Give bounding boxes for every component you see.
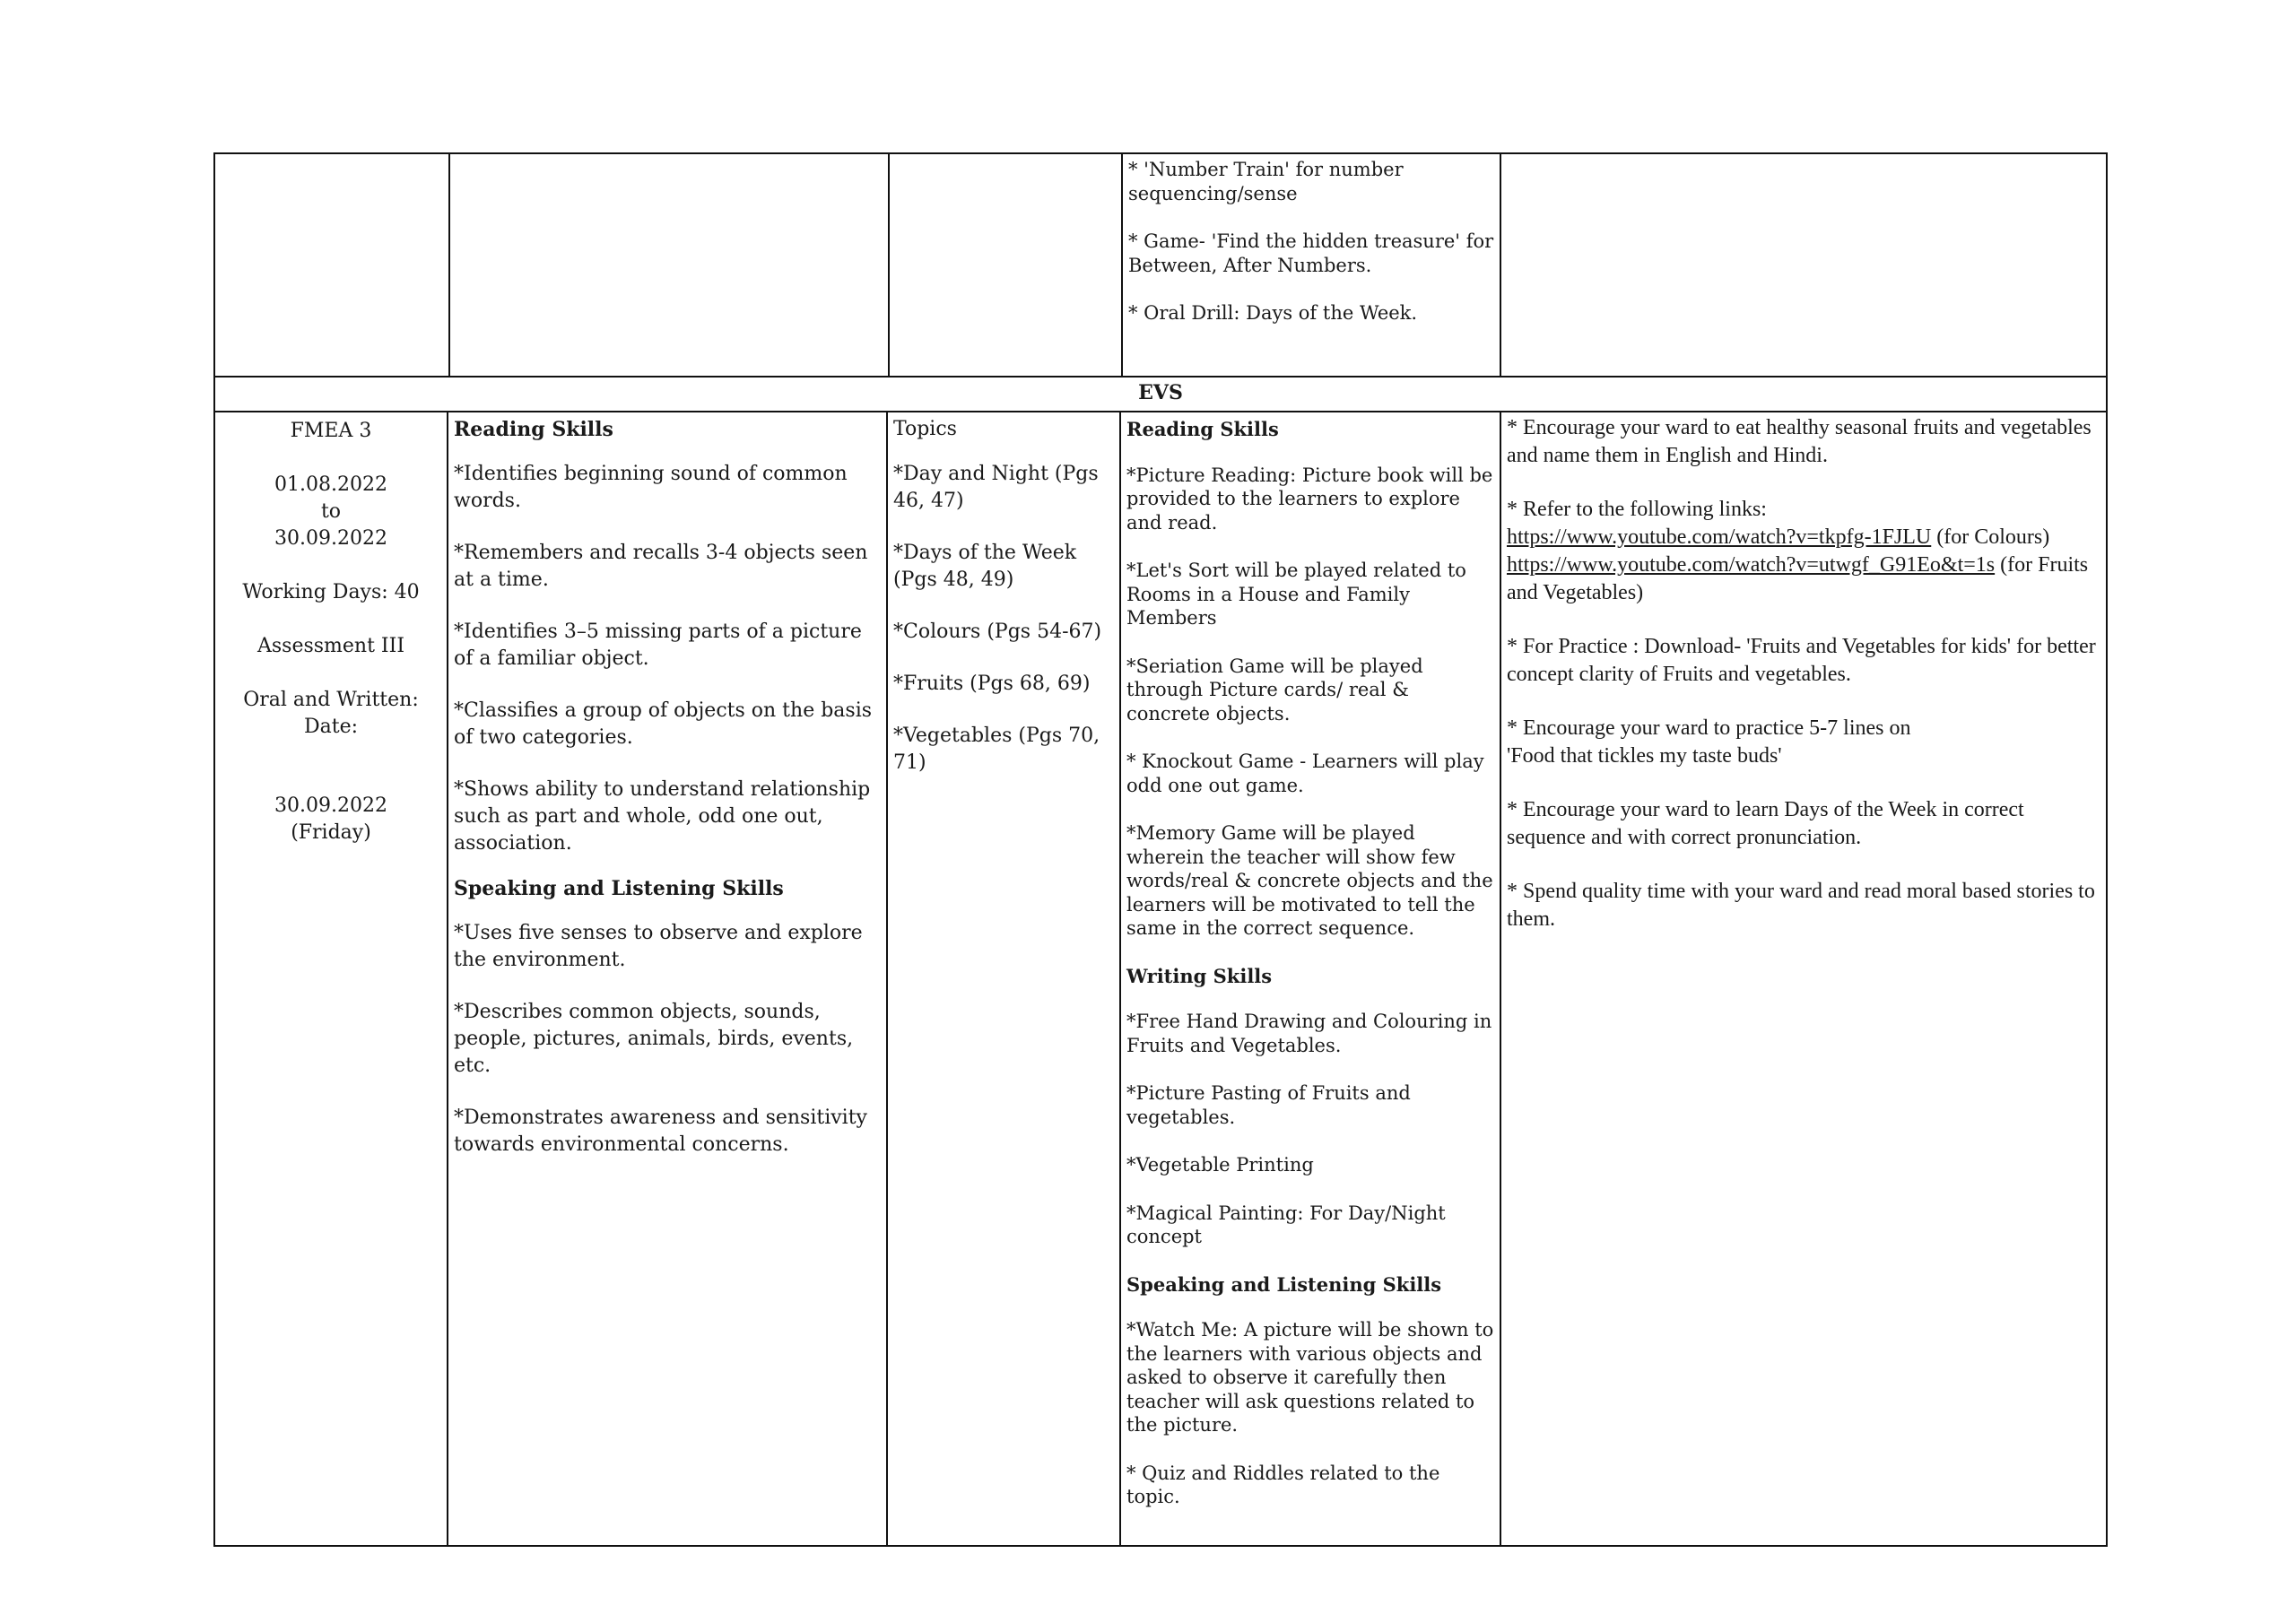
outcome-item: *Identifies 3–5 missing parts of a picture of a familiar object. <box>454 621 862 670</box>
section-title-evs <box>213 376 2108 412</box>
end-date: 30.09.2022 <box>274 527 387 550</box>
activities-cell <box>1119 411 1501 1547</box>
activities-speaking-heading: Speaking and Listening Skills <box>1126 1272 1442 1296</box>
activity-item: *Watch Me: A picture will be shown to the learners with various objects and asked to observe it carefully then teacher will ask questions related to the picture. <box>1126 1319 1494 1436</box>
date-label: Date: <box>303 716 359 738</box>
exam-day: (Friday) <box>291 821 371 844</box>
speaking-skills-heading: Speaking and Listening Skills <box>454 877 784 900</box>
topic-item: *Vegetables (Pgs 70, 71) <box>893 725 1100 774</box>
top-row-cell-1 <box>213 152 450 378</box>
parent-note: * For Practice : Download- 'Fruits and Vegetables for kids' for better concept clarity of Fruits and vegetables. <box>1507 635 2096 686</box>
term-label: FMEA 3 <box>290 420 372 442</box>
parent-note-line: 'Food that tickles my taste buds' <box>1507 744 1782 768</box>
parent-notes-cell <box>1500 411 2108 1547</box>
activity-item: *Memory Game will be played wherein the teacher will show few words/real & concrete objects and the learners will be motivated to tell the same in the correct sequence. <box>1126 822 1493 939</box>
activities-writing-heading: Writing Skills <box>1126 964 1273 987</box>
topic-item: *Colours (Pgs 54-67) <box>893 621 1102 643</box>
syllabus-table <box>213 152 2108 1547</box>
activity-item: *Vegetable Printing <box>1126 1154 1314 1176</box>
link-caption: (for Colours) <box>1931 525 2050 549</box>
activity-item: *Let's Sort will be played related to Rooms in a House and Family Members <box>1126 560 1466 629</box>
link-caption: (for Fruits and Vegetables) <box>1507 553 2089 604</box>
start-date: 01.08.2022 <box>274 473 387 496</box>
topics-heading: Topics <box>893 418 957 440</box>
top-row-cell-3 <box>888 152 1123 378</box>
learning-outcomes-cell <box>447 411 888 1547</box>
activity-item: *Free Hand Drawing and Colouring in Fruits and Vegetables. <box>1126 1011 1492 1056</box>
outcome-item: *Describes common objects, sounds, people, pictures, animals, birds, events, etc. <box>454 1001 854 1077</box>
parent-note-line: * Encourage your ward to practice 5-7 lines on <box>1507 716 1911 740</box>
activity-item: *Seriation Game will be played through Picture cards/ real & concrete objects. <box>1126 655 1423 725</box>
working-days: Working Days: 40 <box>242 581 420 603</box>
schedule-cell <box>213 411 448 1547</box>
activity-item: * Quiz and Riddles related to the topic. <box>1126 1462 1440 1507</box>
youtube-link-fruits-vegetables[interactable]: https://www.youtube.com/watch?v=utwgf_G91Eo&t=1s <box>1507 553 1996 577</box>
activity-item: *Magical Painting: For Day/Night concept <box>1126 1202 1446 1247</box>
top-row-cell-2 <box>448 152 890 378</box>
activity-item: * Oral Drill: Days of the Week. <box>1128 302 1418 324</box>
outcome-item: *Remembers and recalls 3-4 objects seen at a time. <box>454 542 868 591</box>
parent-note <box>1507 715 2100 770</box>
outcome-item: *Uses five senses to observe and explore the environment. <box>454 922 863 971</box>
topic-item: *Fruits (Pgs 68, 69) <box>893 673 1091 695</box>
outcome-item: *Shows ability to understand relationship such as part and whole, odd one out, association. <box>454 778 871 855</box>
top-row-activities <box>1121 152 1501 378</box>
top-row-cell-5 <box>1500 152 2108 378</box>
parent-note: * Spend quality time with your ward and read moral based stories to them. <box>1507 880 2095 931</box>
oral-written-label: Oral and Written: <box>243 689 419 711</box>
topics-cell <box>886 411 1121 1547</box>
parent-note: * Encourage your ward to learn Days of the Week in correct sequence and with correct pronunciation. <box>1507 798 2024 849</box>
youtube-link-colours[interactable]: https://www.youtube.com/watch?v=tkpfg-1FJLU <box>1507 525 1932 549</box>
assessment-label: Assessment III <box>257 635 405 657</box>
reading-skills-heading: Reading Skills <box>454 418 613 441</box>
activity-item: *Picture Pasting of Fruits and vegetables. <box>1126 1082 1411 1128</box>
parent-note: * Encourage your ward to eat healthy seasonal fruits and vegetables and name them in English and Hindi. <box>1507 416 2092 467</box>
activity-item: * Game- 'Find the hidden treasure' for Between, After Numbers. <box>1128 230 1494 276</box>
activity-item: * Knockout Game - Learners will play odd one out game. <box>1126 751 1484 796</box>
exam-date: 30.09.2022 <box>274 794 387 817</box>
section-title-text: EVS <box>1138 381 1183 404</box>
activity-item: * 'Number Train' for number sequencing/sense <box>1128 159 1404 204</box>
outcome-item: *Classifies a group of objects on the basis of two categories. <box>454 699 873 749</box>
topic-item: *Days of the Week (Pgs 48, 49) <box>893 542 1077 591</box>
links-intro: * Refer to the following links: <box>1507 498 1767 521</box>
activity-item: *Picture Reading: Picture book will be provided to the learners to explore and read. <box>1126 464 1493 534</box>
outcome-item: *Demonstrates awareness and sensitivity towards environmental concerns. <box>454 1107 867 1156</box>
date-range-to: to <box>320 500 342 523</box>
activities-reading-heading: Reading Skills <box>1126 418 1279 440</box>
outcome-item: *Identifies beginning sound of common words. <box>454 463 848 512</box>
parent-note-links <box>1507 496 2100 607</box>
topic-item: *Day and Night (Pgs 46, 47) <box>893 463 1099 512</box>
